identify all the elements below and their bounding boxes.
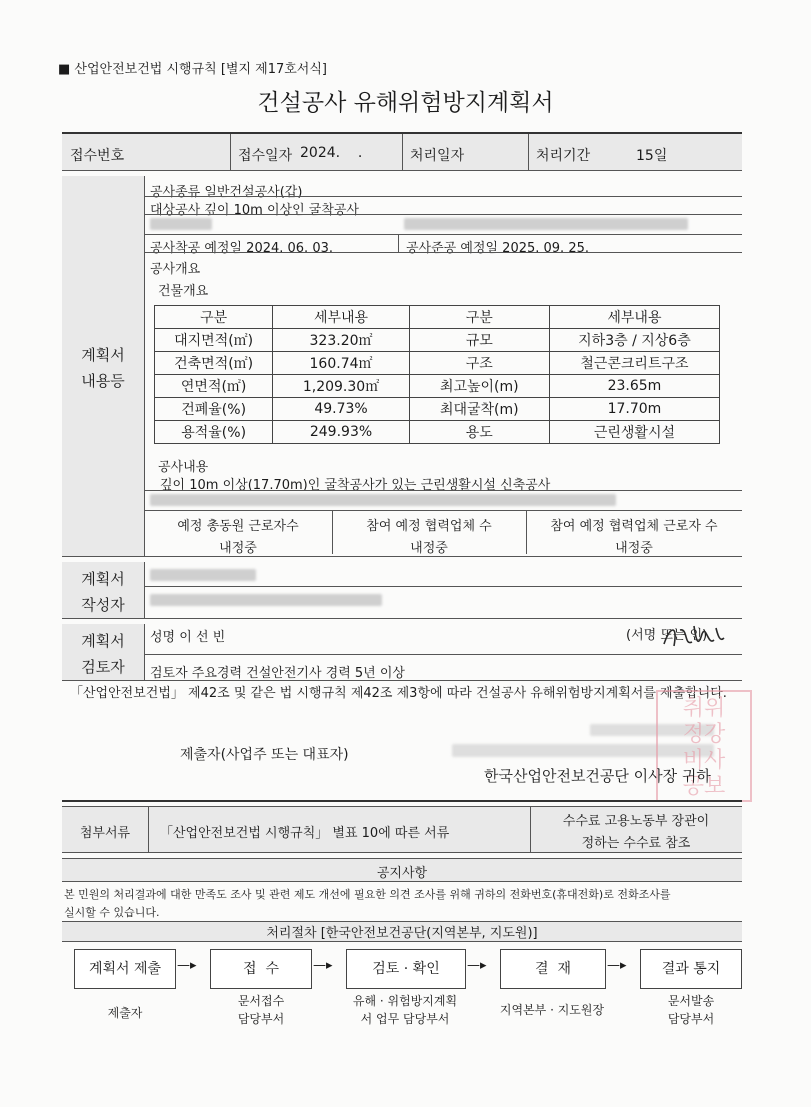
reviewer-name: 성명 이 선 빈 — [150, 630, 226, 645]
notice-text-2: 실시할 수 있습니다. — [64, 906, 160, 919]
step-notify-who-1: 문서발송 — [667, 994, 715, 1008]
cell-floor-area-label: 연면적(㎡) — [155, 375, 273, 398]
redacted-writer-name — [150, 569, 256, 581]
cell-scale: 지하3층 / 지상6층 — [549, 329, 719, 352]
step-receive-who-1: 문서접수 — [237, 994, 285, 1008]
writer-label-1: 계획서 — [81, 570, 125, 588]
workers-value: 내정중 — [219, 541, 257, 556]
partner-workers-label: 참여 예정 협력업체 근로자 수 — [550, 519, 718, 534]
start-date: 공사착공 예정일 2024. 06. 03. — [150, 241, 334, 256]
cell-use: 근린생활시설 — [549, 421, 719, 444]
receipt-number-label: 접수번호 — [70, 148, 125, 164]
processing-period-value: 15일 — [636, 148, 668, 164]
partners-label: 참여 예정 협력업체 수 — [366, 519, 492, 534]
cell-far: 249.93% — [273, 421, 409, 444]
submitter-label: 제출자(사업주 또는 대표자) — [180, 747, 349, 763]
table-row — [155, 352, 720, 375]
signature-note: (서명 또는 인) — [626, 628, 708, 643]
cell-floor-area: 1,209.30㎡ — [273, 375, 409, 398]
step-submit-who: 제출자 — [107, 1006, 143, 1020]
header-category-2: 구분 — [409, 306, 549, 329]
fee-line-2: 정하는 수수료 참조 — [581, 836, 691, 851]
document-title: 건설공사 유해위험방지계획서 — [257, 90, 554, 116]
notice-title: 공지사항 — [376, 866, 428, 881]
table-row — [155, 329, 720, 352]
redacted-construction-name — [150, 218, 212, 230]
attachments-text: 「산업안전보건법 시행규칙」 별표 10에 따른 서류 — [160, 826, 450, 841]
cell-building-area-label: 건축면적(㎡) — [155, 352, 273, 375]
attachments-label: 첨부서류 — [79, 826, 131, 841]
workers-label: 예정 총동원 근로자수 — [177, 519, 299, 534]
arrow-icon: —▸ — [313, 958, 333, 973]
step-notify-who-2: 담당부서 — [667, 1012, 715, 1026]
building-overview-table — [154, 305, 720, 444]
cell-max-height: 23.65m — [549, 375, 719, 398]
redacted-additional-info — [150, 494, 616, 506]
header-detail: 세부내용 — [273, 306, 409, 329]
fee-line-1: 수수료 고용노동부 장관이 — [562, 814, 710, 829]
cell-use-label: 용도 — [409, 421, 549, 444]
step-receive-box: 접 수 — [210, 949, 312, 989]
procedure-title: 처리절차 [한국안전보건공단(지역본부, 지도원)] — [266, 926, 538, 941]
step-approval-who: 지역본부 · 지도원장 — [499, 1003, 605, 1017]
step-notify-box: 결과 통지 — [640, 949, 742, 989]
cell-scale-label: 규모 — [409, 329, 549, 352]
table-row — [155, 398, 720, 421]
end-date: 공사준공 예정일 2025. 09. 25. — [406, 241, 590, 256]
work-type: 공사종류 일반건설공사(갑) — [150, 185, 303, 200]
cell-building-area: 160.74㎡ — [273, 352, 409, 375]
table-header-row — [155, 306, 720, 329]
processing-period-label: 처리기간 — [536, 148, 591, 164]
building-label: 건물개요 — [158, 284, 209, 299]
redacted-writer-career — [150, 594, 382, 606]
handwritten-signature — [658, 616, 728, 656]
declaration: 「산업안전보건법」 제42조 및 같은 법 시행규칙 제42조 제3항에 따라 건설공사 유해위험방지계획서를 제출합니다. — [70, 686, 727, 701]
cell-far-label: 용적율(%) — [155, 421, 273, 444]
arrow-icon: —▸ — [607, 958, 627, 973]
official-seal: 취위 정강 비사 공보 — [656, 690, 752, 802]
target-work: 대상공사 깊이 10m 이상인 굴착공사 — [150, 203, 359, 218]
step-receive-who-2: 담당부서 — [237, 1012, 285, 1026]
notice-text-1: 본 민원의 처리결과에 대한 만족도 조사 및 관련 제도 개선에 필요한 의견 조사를 위해 귀하의 전화번호(휴대전화)로 전화조사를 — [64, 888, 671, 901]
step-review-who-1: 유해 · 위험방지계획 — [352, 994, 458, 1008]
arrow-icon: —▸ — [467, 958, 487, 973]
cell-coverage-label: 건폐율(%) — [155, 398, 273, 421]
cell-structure-label: 구조 — [409, 352, 549, 375]
table-row — [155, 421, 720, 444]
recipient: 한국산업안전보건공단 이사장 귀하 — [484, 767, 711, 785]
writer-label-2: 작성자 — [81, 596, 125, 614]
redacted-site-address — [404, 218, 688, 230]
partners-value: 내정중 — [410, 541, 448, 556]
partner-workers-value: 내정중 — [615, 541, 653, 556]
arrow-icon: —▸ — [177, 958, 197, 973]
cell-max-height-label: 최고높이(m) — [409, 375, 549, 398]
receipt-date-label: 접수일자 — [238, 148, 293, 164]
cell-max-excavation-label: 최대굴착(m) — [409, 398, 549, 421]
cell-site-area: 323.20㎡ — [273, 329, 409, 352]
cell-coverage: 49.73% — [273, 398, 409, 421]
form-reference: ■ 산업안전보건법 시행규칙 [별지 제17호서식] — [58, 62, 327, 77]
step-submit-box: 계획서 제출 — [74, 949, 176, 989]
content-text: 깊이 10m 이상(17.70m)인 굴착공사가 있는 근린생활시설 신축공사 — [160, 478, 551, 493]
content-label: 공사내용 — [158, 460, 209, 475]
overview-label: 공사개요 — [150, 262, 201, 277]
step-review-box: 검토 · 확인 — [346, 949, 466, 989]
cell-structure: 철근콘크리트구조 — [549, 352, 719, 375]
cell-max-excavation: 17.70m — [549, 398, 719, 421]
header-category: 구분 — [155, 306, 273, 329]
cell-site-area-label: 대지면적(㎡) — [155, 329, 273, 352]
reviewer-career: 검토자 주요경력 건설안전기사 경력 5년 이상 — [150, 666, 405, 681]
step-review-who-2: 서 업무 담당부서 — [360, 1012, 450, 1026]
plan-section-label-1: 계획서 — [81, 346, 125, 364]
plan-section-label-2: 내용등 — [81, 372, 125, 390]
reviewer-label-2: 검토자 — [81, 658, 125, 676]
receipt-date-value: 2024. . — [300, 145, 363, 161]
processed-date-label: 처리일자 — [410, 148, 465, 164]
header-detail-2: 세부내용 — [549, 306, 719, 329]
step-approval-box: 결 재 — [500, 949, 606, 989]
table-row — [155, 375, 720, 398]
reviewer-label-1: 계획서 — [81, 632, 125, 650]
